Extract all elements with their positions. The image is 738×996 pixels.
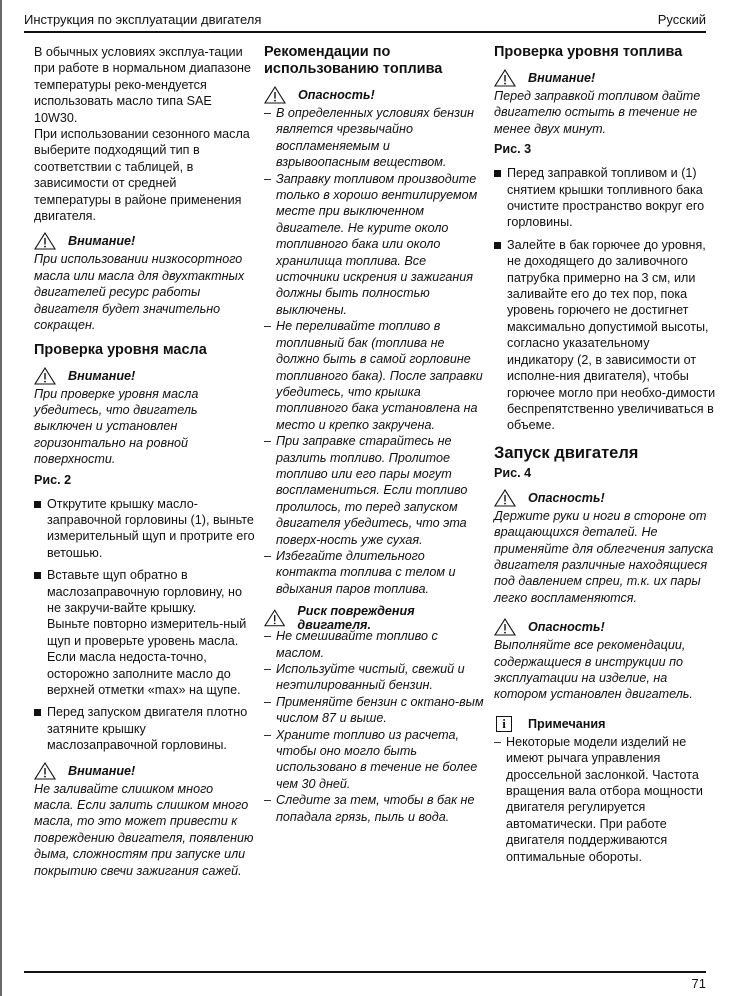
page-number: 71 xyxy=(691,976,706,991)
figure-reference: Рис. 2 xyxy=(34,472,72,487)
document-title: Инструкция по эксплуатации двигателя xyxy=(24,12,262,27)
notes-notice xyxy=(494,715,716,733)
risk-notice xyxy=(264,604,486,633)
warning-label: Внимание! xyxy=(528,71,596,85)
warning-triangle-icon xyxy=(494,618,516,636)
list-item: Залейте в бак горючее до уровня, не доходящего до заливочного патрубка примерно на 3 см, или заливайте его до тех пор, пока уровень горючего не достигнет максимально допустимой высоты, согласно указательному индикатору (2, в зависимости от исполне-ния двигателя), чтобы горючее могло при необхо-димости беспрепятственно увеличиваться в объеме. xyxy=(494,237,716,434)
warning-label: Внимание! xyxy=(68,234,136,249)
danger-notice xyxy=(494,618,716,636)
intro-paragraph: В обычных условиях эксплуа-тации при работе в нормальном диапазоне температуры реко-мендуется использовать масло типа SAE 10W30. xyxy=(34,45,251,125)
column-fuel-recommendations xyxy=(264,44,486,825)
danger-label: Опасность! xyxy=(528,490,605,505)
column-oil xyxy=(34,44,256,879)
notes-label: Примечания xyxy=(528,716,606,731)
warning-label: Внимание! xyxy=(68,763,136,778)
danger-label: Опасность! xyxy=(298,88,375,102)
warning-triangle-icon xyxy=(34,367,56,385)
section-title-engine-start: Запуск двигателя xyxy=(494,443,639,462)
warning-text: При проверке уровня масла убедитесь, что двигатель выключен и установлен горизонтально на ровной поверхности. xyxy=(34,386,199,467)
list-item: Открутите крышку масло-заправочной горловины (1), выньте измерительный щуп и протрите его ветошью. xyxy=(34,496,256,562)
warning-triangle-icon xyxy=(494,69,516,87)
list-item: – Не смешивайте топливо с маслом. xyxy=(264,628,486,661)
danger-notice xyxy=(264,86,486,104)
notes-list xyxy=(494,734,716,865)
step-text: Вставьте щуп обратно в маслозаправочную горловину, но не закручи-вайте крышку. xyxy=(47,568,243,615)
footer-divider xyxy=(24,971,706,973)
step-extra-text: Выньте повторно измеритель-ный щуп и проверьте уровень масла. Если масла недоста-точно, осторожно заполните масло до верхней отметки «max» на щупе. xyxy=(47,617,247,697)
header-divider xyxy=(24,31,706,33)
danger-notice xyxy=(494,489,716,507)
danger-list xyxy=(264,105,486,597)
warning-triangle-icon xyxy=(494,489,516,507)
warning-label: Внимание! xyxy=(68,368,136,383)
warning-notice xyxy=(34,762,256,780)
list-item: Перед заправкой топливом и (1) снятием крышки топливного бака очистите пространство вокруг его горловины. xyxy=(494,165,716,231)
list-item: – В определенных условиях бензин является чрезвычайно воспламеняемым и взрывоопасным веществом. xyxy=(264,105,486,171)
column-fuel-check xyxy=(494,44,716,865)
warning-notice xyxy=(34,232,256,250)
list-item: – Следите за тем, чтобы в бак не попадала грязь, пыль и вода. xyxy=(264,792,486,825)
list-item: – При заправке старайтесь не разлить топливо. Пролитое топливо или его пары могут воспламениться. Если топливо пролилось, то перед запуском двигателя убедитесь, что эта поверх-ность уже сухая. xyxy=(264,433,486,548)
warning-triangle-icon xyxy=(264,609,285,627)
list-item: – Применяйте бензин с октано-вым числом 87 и выше. xyxy=(264,694,486,727)
section-title-oil-level: Проверка уровня масла xyxy=(34,341,207,358)
warning-triangle-icon xyxy=(264,86,286,104)
list-item: – Храните топливо из расчета, чтобы оно могло быть использовано в течение не более чем 30 дней. xyxy=(264,727,486,793)
warning-text: Не заливайте слишком много масла. Если залить слишком много масла, то это может привести к повреждению двигателя, появлению дыма, сложностям при запуске или покрытию свечи зажигания сажей. xyxy=(34,781,254,878)
section-title-fuel-recommendations: Рекомендации по использованию топлива xyxy=(264,44,443,77)
section-title-fuel-level: Проверка уровня топлива xyxy=(494,44,683,60)
list-item: – Избегайте длительного контакта топлива с телом и вдыхания паров топлива. xyxy=(264,548,486,597)
oil-check-steps xyxy=(34,496,256,754)
list-item: – Некоторые модели изделий не имеют рычага управления дроссельной заслонкой. Частота вращения вала отбора мощности двигателя регулируется автоматически. При работе двигателя поддерживаются оптимальные обороты. xyxy=(494,734,716,865)
info-icon: i xyxy=(496,716,512,732)
list-item xyxy=(34,567,256,698)
risk-list xyxy=(264,628,486,825)
warning-text: Перед заправкой топливом дайте двигателю остыть в течение не менее двух минут. xyxy=(494,89,701,136)
list-item: Перед запуском двигателя плотно затяните крышку маслозаправочной горловины. xyxy=(34,704,256,753)
figure-reference: Рис. 3 xyxy=(494,142,532,157)
risk-label: Риск повреждения двигателя. xyxy=(297,604,415,633)
page-edge-bar xyxy=(0,0,2,996)
warning-text: При использовании низкосортного масла или масла для двухтактных двигателей ресурс работы двигателя будет значительно сокращен. xyxy=(34,252,245,333)
page-header xyxy=(24,10,706,32)
fuel-check-steps xyxy=(494,165,716,434)
intro-paragraph: При использовании сезонного масла выберите подходящий тип в соответствии с таблицей, в зависимости от средней температуры в районе применения двигателя. xyxy=(34,127,250,224)
figure-reference: Рис. 4 xyxy=(494,465,532,480)
warning-notice xyxy=(34,367,256,385)
warning-triangle-icon xyxy=(34,762,56,780)
danger-text: Выполняйте все рекомендации, содержащиеся в инструкции по эксплуатации на изделие, на котором установлен двигатель. xyxy=(494,638,693,702)
list-item: – Не переливайте топливо в топливный бак (топлива не должно быть в самой горловине топливного бака). После заправки убедитесь, что крышка топливного бака установлена на место и крепко закручена. xyxy=(264,318,486,433)
danger-label: Опасность! xyxy=(528,620,605,635)
danger-text: Держите руки и ноги в стороне от вращающихся деталей. Не применяйте для облегчения запуска двигателя различные находящиеся под давлением спреи, т.к. их пары легко воспламеняются. xyxy=(494,508,714,605)
language-label: Русский xyxy=(657,12,706,27)
warning-notice xyxy=(494,69,716,87)
list-item: – Используйте чистый, свежий и неэтилированный бензин. xyxy=(264,661,486,694)
warning-triangle-icon xyxy=(34,232,56,250)
list-item: – Заправку топливом производите только в хорошо вентилируемом месте при выключенном двигателе. Не курите около топливного бака или около хранилища топлива. Все источники искрения и зажигания должны быть полностью выключены. xyxy=(264,171,486,319)
